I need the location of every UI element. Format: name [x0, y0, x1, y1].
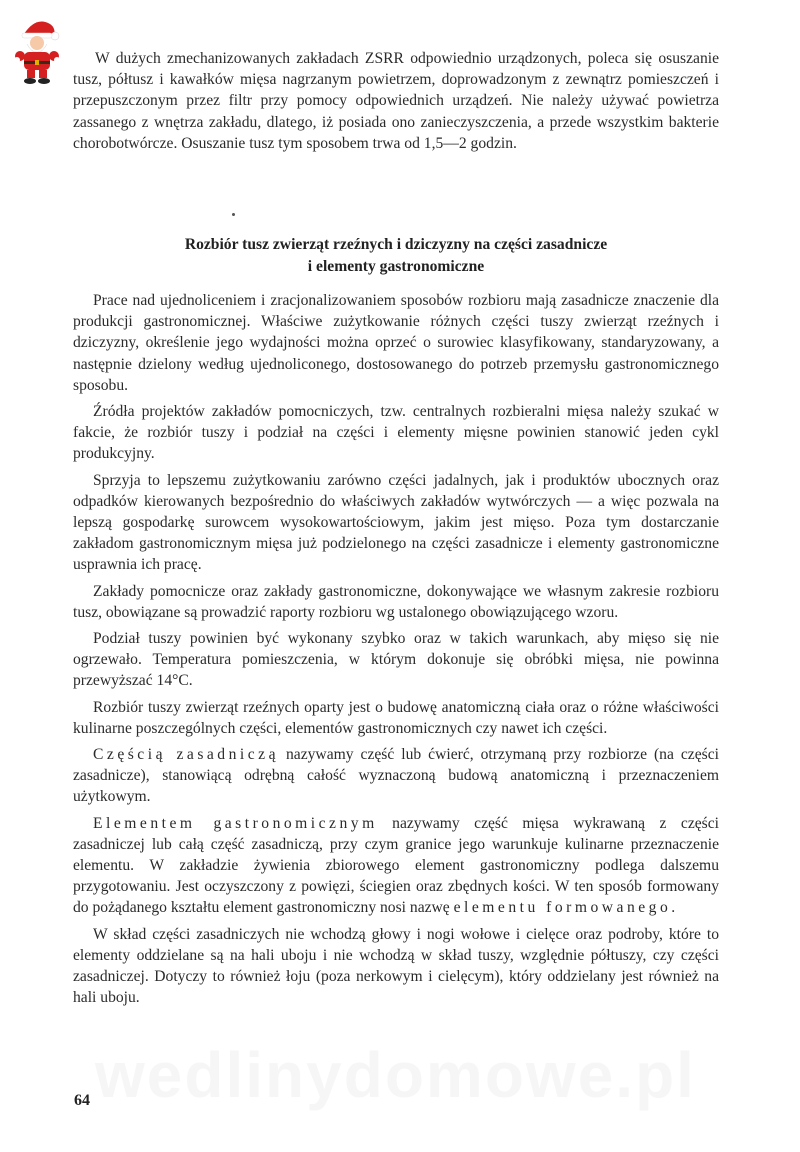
section-body: [73, 290, 719, 1014]
definition-paragraph: [73, 744, 719, 808]
santa-claus-icon: [10, 14, 64, 86]
paragraph: W skład części zasadniczych nie wchodzą głowy i nogi wołowe i cielęce oraz podroby, które to elementy oddzielane są na hali uboju i nie wchodzą w skład tuszy, względnie półtuszy, czy części zasadniczej. Dotyczy to również łoju (poza nerkowym i cielęcym), który oddzielany jest również na hali uboju.: [73, 925, 719, 1007]
paragraph: Źródła projektów zakładów pomocniczych, tzw. centralnych rozbieralni mięsa należy szukać w fakcie, że rozbiór tuszy i podział na części i elementy mięsne powinien stanowić jeden cykl produkcyjny.: [73, 403, 719, 463]
definition-text: nazywamy część mięsa wykrawaną z części zasadniczej lub całą część zasadniczą, przy czym granice jego warunkuje kulinarne przeznaczenie elementu. W zakładzie żywienia zbiorowego element gastronomiczny podlega dalszemu przygotowaniu. Jest oczyszczony z powięzi, ściegien oraz zbędnych kości. W ten sposób formowany do pożądanego kształtu element gastronomiczny nosi nazwę: [73, 814, 719, 917]
definition-paragraph: [73, 813, 719, 919]
paragraph: Prace nad ujednoliceniem i zracjonalizowaniem sposobów rozbioru mają zasadnicze znaczenie dla produkcji gastronomicznej. Właściwe zużytkowanie różnych części tuszy zwierząt rzeźnych i dziczyzny, określenie jego wydajności można oprzeć o surowiec klasyfikowany, standaryzowany, a następnie dzielony według ujednoliconego, dostosowanego do potrzeb przemysłu gastronomicznego sposobu.: [73, 292, 719, 394]
intro-paragraph-text: W dużych zmechanizowanych zakładach ZSRR odpowiednio urządzonych, poleca się osuszanie tusz, półtusz i kawałków mięsa nagrzanym powietrzem, doprowadzonym z zewnątrz pomieszczeń i przepuszczonym przez filtr przy pomocy odpowiednich urządzeń. Nie należy używać powietrza zassanego z wnętrza zakładu, dlatego, iż posiada ono zanieczyszczenia, a przede wszystkim bakterie chorobotwórcze. Osuszanie tusz tym sposobem trwa od 1,5—2 godzin.: [73, 50, 719, 152]
paragraph: Sprzyja to lepszemu zużytkowaniu zarówno części jadalnych, jak i produktów ubocznych oraz odpadków kierowanych bezpośrednio do właściwych zakładów wytwórczych — a więc pozwala na lepszą gospodarkę surowcem wysokowartościowym, jakim jest mięso. Poza tym dostarczanie zakładom gastronomicznym mięsa już podzielonego na części zasadnicze i elementy gastronomiczne usprawnia ich pracę.: [73, 471, 719, 574]
paragraph: Zakłady pomocnicze oraz zakłady gastronomiczne, dokonywające we własnym zakresie rozbioru tusz, obowiązane są prowadzić raporty rozbioru wg ustalonego obowiązującego wzoru.: [73, 582, 719, 621]
page-number: 64: [74, 1092, 90, 1109]
definition-text: nazywamy część lub ćwierć, otrzymaną przy rozbiorze (na części zasadnicze), stanowiącą odrębną całość wyznaczoną budową anatomiczną i przeznaczeniem użytkowym.: [73, 746, 719, 806]
defined-term: Elementem gastronomicznym: [93, 814, 378, 832]
paragraph: Rozbiór tuszy zwierząt rzeźnych oparty jest o budowę anatomiczną ciała oraz o różne właściwości kulinarne poszczególnych części, elementów gastronomicznych czy nawet ich części.: [73, 698, 719, 737]
section-heading-line-2: i elementy gastronomiczne: [307, 258, 485, 275]
section-heading: [73, 234, 719, 278]
definition-end: .: [671, 899, 676, 917]
defined-term: Częścią zasadniczą: [93, 746, 279, 764]
section-heading-line-1: Rozbiór tusz zwierząt rzeźnych i dziczyzny na części zasadnicze: [184, 236, 608, 253]
site-watermark: wedlinydomowe.pl: [95, 1039, 696, 1111]
intro-paragraph: [73, 48, 719, 154]
paragraph: Podział tuszy powinien być wykonany szybko oraz w takich warunkach, aby mięso się nie ogrzewało. Temperatura pomieszczenia, w którym dokonuje się obróbki mięsa, nie powinna przewyższać 14°C.: [73, 630, 719, 690]
print-speck: [232, 213, 235, 216]
defined-term: elementu formowanego: [453, 899, 672, 917]
